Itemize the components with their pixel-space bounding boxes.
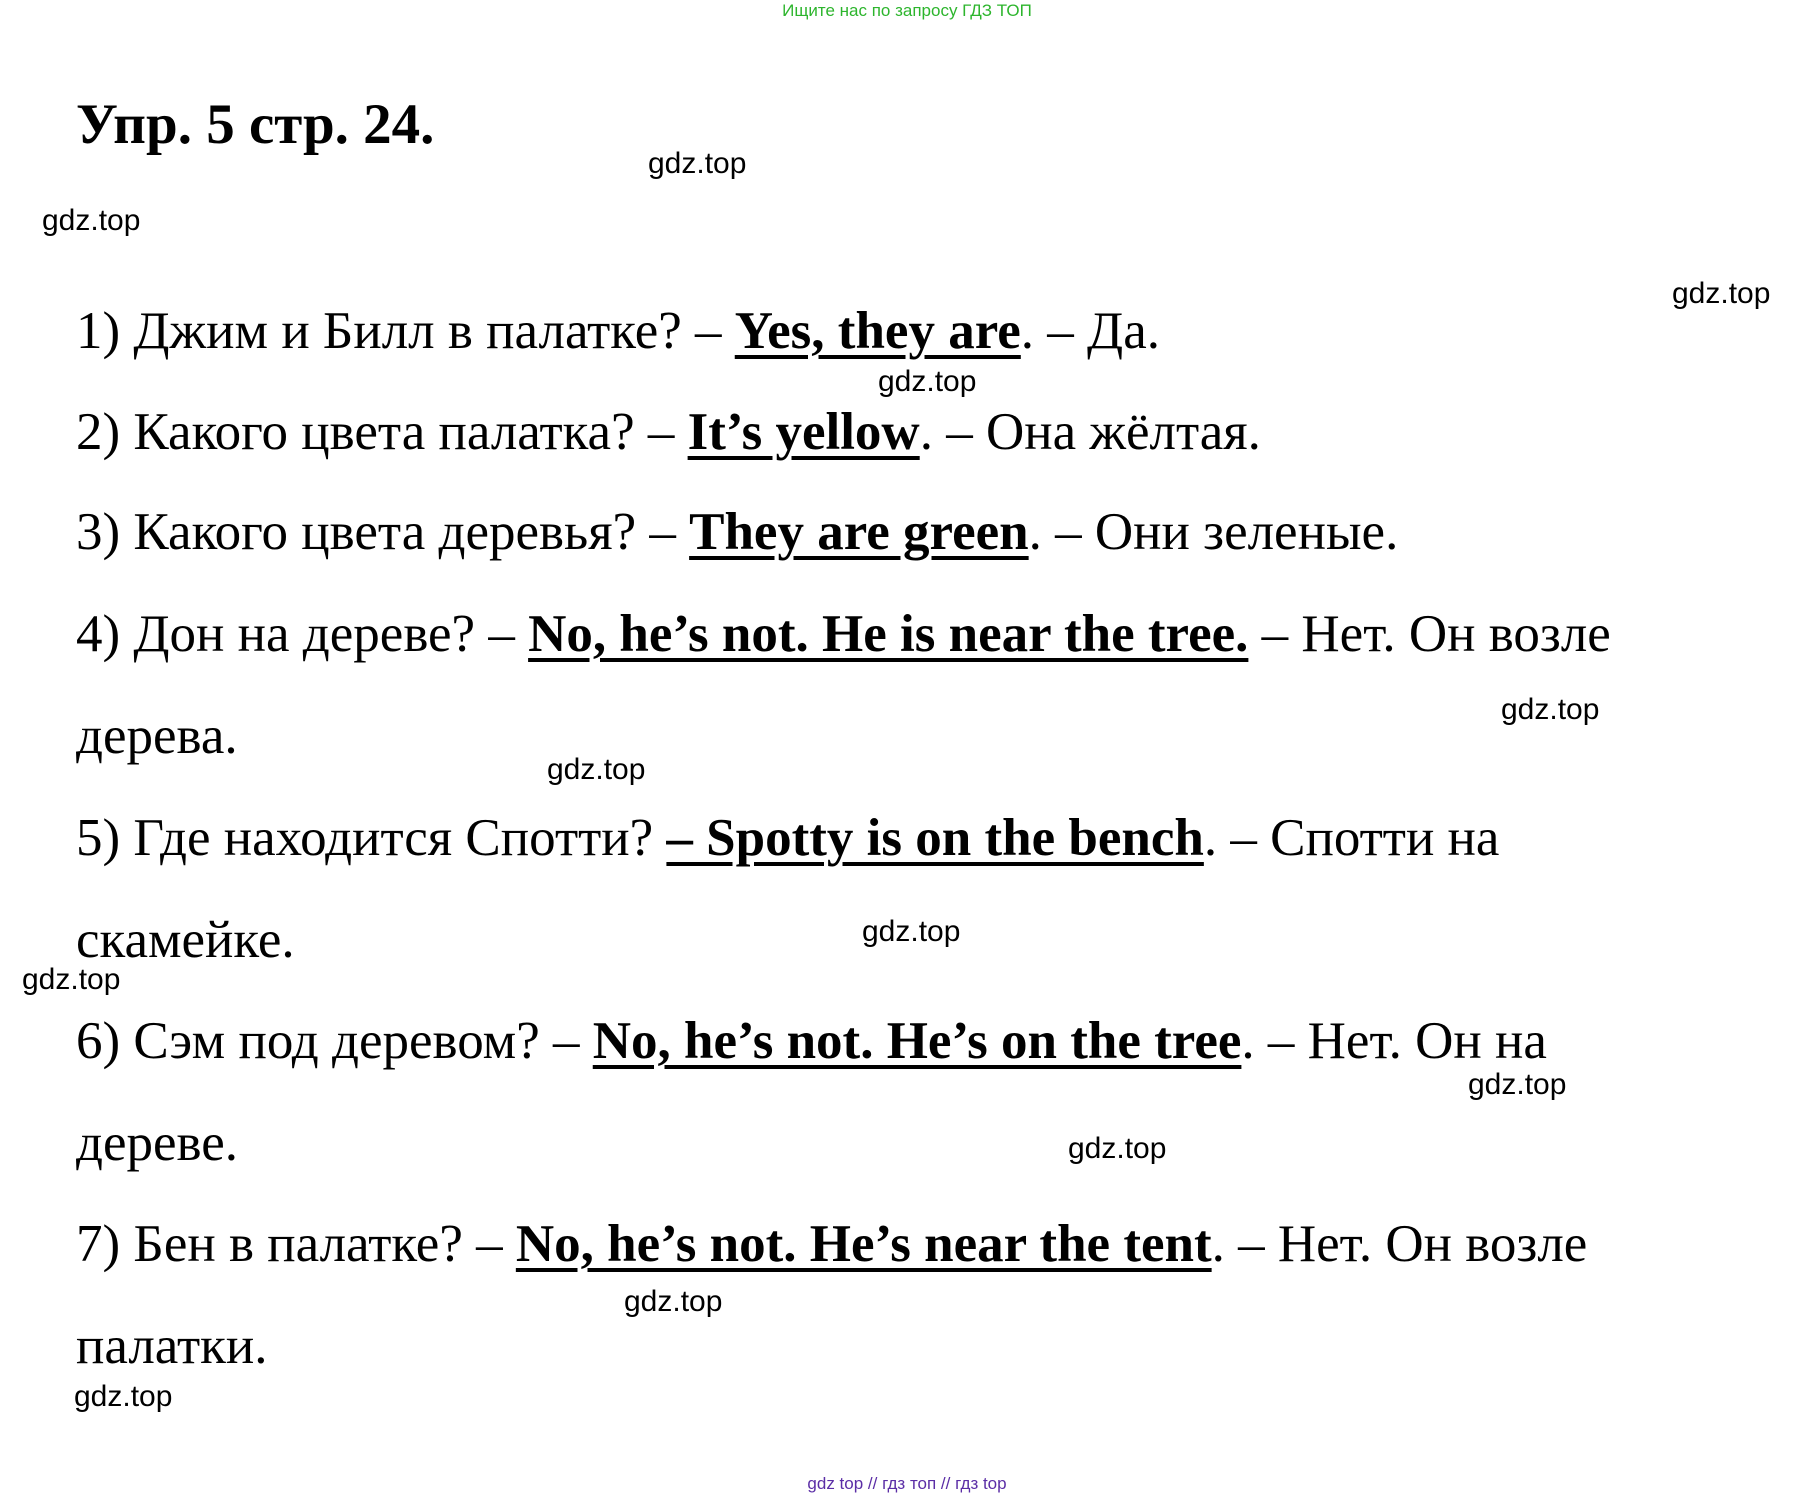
- answer-text: – Spotty is on the bench: [666, 809, 1204, 867]
- translation-text: – Нет. Он возле: [1248, 605, 1611, 663]
- question-text: 5) Где находится Спотти?: [76, 809, 667, 867]
- question-text: 4) Дон на дереве? –: [76, 605, 529, 663]
- watermark: gdz.top: [1672, 277, 1771, 310]
- watermark: gdz.top: [862, 915, 961, 948]
- watermark: gdz.top: [878, 365, 977, 398]
- translation-text: . – Нет. Он на: [1241, 1012, 1547, 1070]
- translation-text: . – Нет. Он возле: [1211, 1215, 1588, 1273]
- footer-links: gdz top // гдз топ // гдз top: [807, 1474, 1007, 1493]
- watermark: gdz.top: [74, 1380, 173, 1413]
- translation-continuation: дереве.: [76, 1114, 239, 1172]
- answer-text: Yes, they are: [734, 302, 1021, 360]
- answer-line-3: [76, 481, 1796, 583]
- watermark: gdz.top: [1501, 693, 1600, 726]
- watermark: gdz.top: [547, 753, 646, 786]
- watermark: gdz.top: [624, 1285, 723, 1318]
- answer-line-7: [76, 1193, 1796, 1397]
- answer-text: No, he’s not. He is near the tree.: [528, 605, 1249, 663]
- translation-continuation: дерева.: [76, 707, 238, 765]
- translation-text: . – Да.: [1020, 302, 1160, 360]
- top-banner: Ищите нас по запросу ГДЗ ТОП: [782, 1, 1032, 20]
- watermark: gdz.top: [1068, 1132, 1167, 1165]
- answer-text: No, he’s not. He’s on the tree: [592, 1012, 1242, 1070]
- answer-line-4: [76, 583, 1796, 787]
- translation-continuation: палатки.: [76, 1317, 268, 1375]
- answer-line-5: [76, 787, 1796, 991]
- translation-text: . – Спотти на: [1203, 809, 1500, 867]
- answer-text: They are green: [689, 503, 1029, 561]
- watermark: gdz.top: [648, 147, 747, 180]
- translation-text: . – Они зеленые.: [1028, 503, 1399, 561]
- answer-text: It’s yellow: [687, 403, 920, 461]
- question-text: 2) Какого цвета палатка? –: [76, 403, 688, 461]
- watermark: gdz.top: [1468, 1068, 1567, 1101]
- question-text: 7) Бен в палатке? –: [76, 1215, 516, 1273]
- watermark: gdz.top: [42, 204, 141, 237]
- question-text: 3) Какого цвета деревья? –: [76, 503, 690, 561]
- answer-text: No, he’s not. He’s near the tent: [515, 1215, 1212, 1273]
- exercise-heading: Упр. 5 стр. 24.: [76, 93, 435, 156]
- watermark: gdz.top: [22, 963, 121, 996]
- question-text: 6) Сэм под деревом? –: [76, 1012, 593, 1070]
- question-text: 1) Джим и Билл в палатке? –: [76, 302, 735, 360]
- translation-continuation: скамейке.: [76, 911, 295, 969]
- translation-text: . – Она жёлтая.: [919, 403, 1261, 461]
